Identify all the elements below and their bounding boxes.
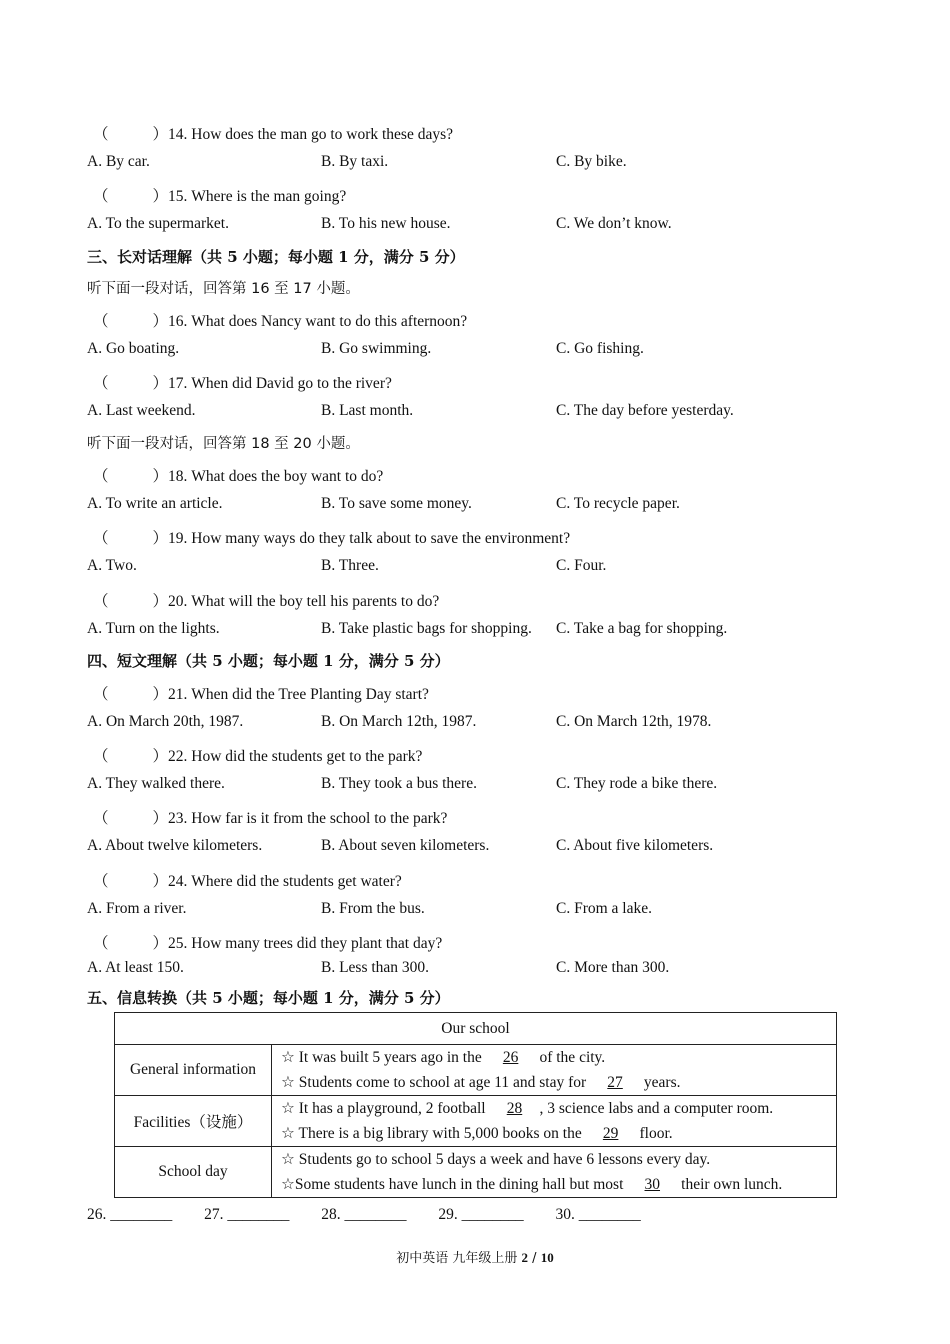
option-14a: A. By car.: [87, 153, 150, 170]
blank-27: 27: [607, 1074, 623, 1091]
option-17a: A. Last weekend.: [87, 402, 196, 419]
question-23: （ ）23. How far is it from the school to the park?: [93, 810, 448, 827]
question-15: （ ）15. Where is the man going?: [93, 188, 347, 205]
answer-30[interactable]: 30. ________: [555, 1206, 641, 1223]
option-21b: B. On March 12th, 1987.: [321, 713, 477, 730]
section-3-intro-2: 听下面一段对话，回答第 18 至 20 小题。: [87, 436, 360, 452]
option-19b: B. Three.: [321, 557, 379, 574]
row-content-facilities: ☆ It has a playground, 2 football 28 , 3 science labs and a computer room. ☆ There is a big library with 5,000 books on the 29 floor.: [272, 1096, 837, 1147]
section-4-title: 四、短文理解（共 5 小题；每小题 1 分，满分 5 分）: [87, 652, 450, 670]
row-content-school-day: ☆ Students go to school 5 days a week and have 6 lessons every day. ☆Some students have lunch in the dining hall but most 30 their own lunch.: [272, 1147, 837, 1198]
table-title: Our school: [115, 1013, 837, 1045]
row-label-general: General information: [115, 1045, 272, 1096]
row-label-facilities: Facilities（设施）: [115, 1096, 272, 1147]
question-22: （ ）22. How did the students get to the park?: [93, 748, 423, 765]
section-3-title: 三、长对话理解（共 5 小题；每小题 1 分，满分 5 分）: [87, 248, 465, 266]
option-15c: C. We don’t know.: [556, 215, 672, 232]
option-25a: A. At least 150.: [87, 959, 184, 976]
option-18c: C. To recycle paper.: [556, 495, 680, 512]
answer-29[interactable]: 29. ________: [438, 1206, 524, 1223]
option-24b: B. From the bus.: [321, 900, 425, 917]
option-19a: A. Two.: [87, 557, 137, 574]
row-content-general: ☆ It was built 5 years ago in the 26 of the city. ☆ Students come to school at age 11 and stay for 27 years.: [272, 1045, 837, 1096]
option-15b: B. To his new house.: [321, 215, 451, 232]
option-16b: B. Go swimming.: [321, 340, 432, 357]
option-23b: B. About seven kilometers.: [321, 837, 490, 854]
blank-28: 28: [506, 1100, 523, 1117]
option-18a: A. To write an article.: [87, 495, 223, 512]
question-18: （ ）18. What does the boy want to do?: [93, 468, 384, 485]
option-15a: A. To the supermarket.: [87, 215, 229, 232]
question-25: （ ）25. How many trees did they plant that day?: [93, 935, 443, 952]
question-20: （ ）20. What will the boy tell his parents to do?: [93, 593, 440, 610]
option-22c: C. They rode a bike there.: [556, 775, 718, 792]
option-21a: A. On March 20th, 1987.: [87, 713, 244, 730]
option-25b: B. Less than 300.: [321, 959, 430, 976]
option-14b: B. By taxi.: [321, 153, 389, 170]
section-5-title: 五、信息转换（共 5 小题；每小题 1 分，满分 5 分）: [87, 989, 450, 1007]
option-14c: C. By bike.: [556, 153, 627, 170]
option-16a: A. Go boating.: [87, 340, 180, 357]
option-16c: C. Go fishing.: [556, 340, 644, 357]
option-24a: A. From a river.: [87, 900, 187, 917]
answer-27[interactable]: 27. ________: [204, 1206, 290, 1223]
blank-26: 26: [502, 1049, 519, 1066]
question-17: （ ）17. When did David go to the river?: [93, 375, 392, 392]
option-22b: B. They took a bus there.: [321, 775, 477, 792]
option-20c: C. Take a bag for shopping.: [556, 620, 728, 637]
option-23a: A. About twelve kilometers.: [87, 837, 263, 854]
option-23c: C. About five kilometers.: [556, 837, 714, 854]
option-19c: C. Four.: [556, 557, 607, 574]
option-20b: B. Take plastic bags for shopping.: [321, 620, 532, 637]
question-19: （ ）19. How many ways do they talk about to save the environment?: [93, 530, 571, 547]
option-17c: C. The day before yesterday.: [556, 402, 734, 419]
question-16: （ ）16. What does Nancy want to do this afternoon?: [93, 313, 468, 330]
answer-blanks: [87, 1206, 669, 1224]
answer-28[interactable]: 28. ________: [321, 1206, 407, 1223]
option-25c: C. More than 300.: [556, 959, 670, 976]
row-label-school-day: School day: [115, 1147, 272, 1198]
question-14: （ ）14. How does the man go to work these days?: [93, 126, 454, 143]
question-24: （ ）24. Where did the students get water?: [93, 873, 402, 890]
blank-29: 29: [602, 1125, 619, 1142]
blank-30: 30: [644, 1176, 661, 1193]
option-18b: B. To save some money.: [321, 495, 472, 512]
option-22a: A. They walked there.: [87, 775, 225, 792]
info-table: [114, 1012, 837, 1198]
option-17b: B. Last month.: [321, 402, 414, 419]
answer-26[interactable]: 26. ________: [87, 1206, 173, 1223]
section-3-intro-1: 听下面一段对话，回答第 16 至 17 小题。: [87, 281, 360, 297]
option-21c: C. On March 12th, 1978.: [556, 713, 712, 730]
question-21: （ ）21. When did the Tree Planting Day start?: [93, 686, 429, 703]
page-footer: 初中英语 九年级上册 2 / 10: [396, 1250, 554, 1266]
option-24c: C. From a lake.: [556, 900, 652, 917]
option-20a: A. Turn on the lights.: [87, 620, 220, 637]
